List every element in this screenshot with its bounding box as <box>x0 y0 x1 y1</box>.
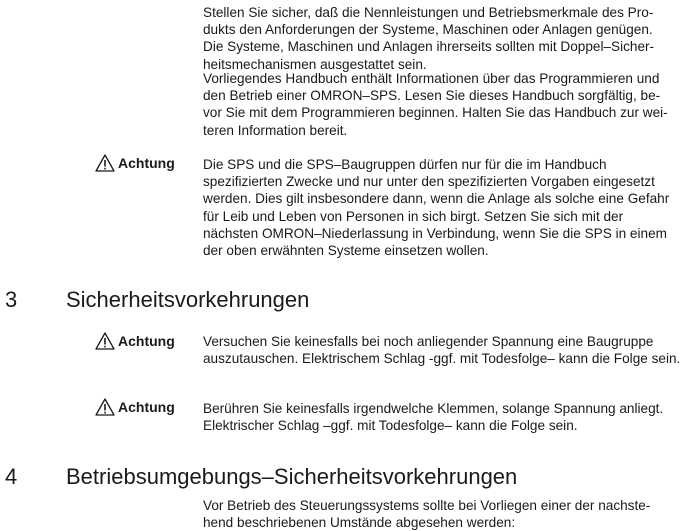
warning-label-text: Achtung <box>118 399 175 415</box>
warning-label-1 <box>95 153 175 173</box>
warning-paragraph-3: Berühren Sie keinesfalls irgendwelche Klemmen, solange Spannung anliegt. Elektrischer Schlag –ggf. mit Todesfolge– kann die Folge sein. <box>203 401 664 434</box>
warning-label-text: Achtung <box>118 155 175 171</box>
manual-info-paragraph: Vorliegendes Handbuch enthält Informationen über das Programmieren und den Betrieb einer OMRON–SPS. Lesen Sie dieses Handbuch sorgfältig, be- vor Sie mit dem Programmieren beginnen. Halten Sie das Handbuch zur wei- teren Information bereit. <box>203 71 668 138</box>
section-3-number: 3 <box>5 287 18 312</box>
operating-environment-paragraph: Vor Betrieb des Steuerungssystems sollte bei Vorliegen einer der nachste- hend beschriebenen Umstände abgesehen werden: <box>203 498 651 531</box>
warning-triangle-icon <box>95 398 118 416</box>
warning-paragraph-2: Versuchen Sie keinesfalls bei noch anliegender Spannung eine Baugruppe auszutauschen. Elektrischem Schlag -ggf. mit Todesfolge– kann die Folge sein. <box>203 334 681 367</box>
section-3-title: Sicherheitsvorkehrungen <box>66 287 310 312</box>
warning-label-2 <box>95 331 175 351</box>
intro-paragraph: Stellen Sie sicher, daß die Nennleistungen und Betriebsmerkmale des Pro- dukts den Anforderungen der Systeme, Maschinen oder Anlagen genügen. Die Systeme, Maschinen und Anlagen ihrerseits sollten mit Doppel–Sicher- heitsmechanismen ausgestattet sein. <box>203 5 655 72</box>
warning-label-text: Achtung <box>118 333 175 349</box>
warning-triangle-icon <box>95 332 118 350</box>
warning-paragraph-1: Die SPS und die SPS–Baugruppen dürfen nur für die im Handbuch spezifizierten Zwecke und nur unter den spezifizierten Vorgaben eingesetzt werden. Dies gilt insbesondere dann, wenn die Anlage als solche eine Gefahr für Leib und Leben von Personen in sich birgt. Setzen Sie sich mit der nächsten OMRON–Niederlassung in Verbindung, wenn Sie die SPS in einem der oben erwähnten Systeme einsetzen wollen. <box>203 157 670 259</box>
warning-triangle-icon <box>95 154 118 172</box>
section-4-title: Betriebsumgebungs–Sicherheitsvorkehrungen <box>66 464 518 489</box>
section-4-number: 4 <box>5 464 18 489</box>
warning-label-3 <box>95 397 175 417</box>
